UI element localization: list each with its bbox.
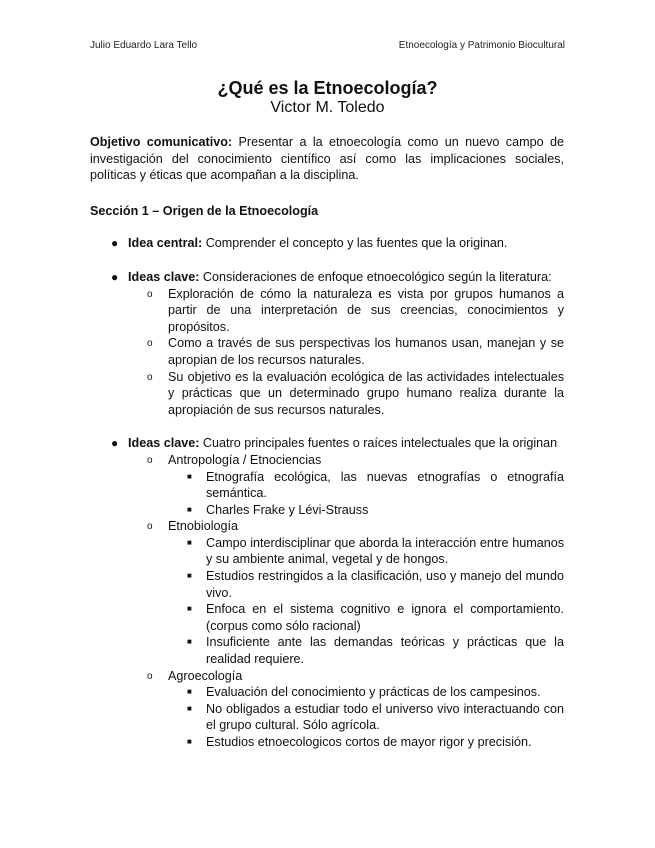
objective-paragraph	[90, 134, 564, 184]
detail-text: Estudios restringidos a la clasificación, uso y manejo del mundo vivo.	[206, 569, 564, 600]
list-item	[168, 601, 564, 634]
circle-bullet-icon: o	[147, 338, 153, 350]
ideas-clave-text: Consideraciones de enfoque etnoecológico según la literatura:	[199, 269, 552, 284]
sources-list	[129, 452, 564, 751]
list-item	[128, 335, 564, 368]
circle-bullet-icon: o	[147, 521, 153, 533]
main-list	[90, 235, 564, 750]
source-details-list	[168, 684, 564, 750]
circle-bullet-icon: o	[147, 454, 153, 466]
consideration-text: Su objetivo es la evaluación ecológica de las actividades intelectuales y prácticas que un determinado grupo humano realiza durante la apropiación de sus recursos naturales.	[168, 369, 564, 417]
circle-bullet-icon: o	[147, 288, 153, 300]
circle-bullet-icon: o	[147, 670, 153, 682]
list-item	[168, 701, 564, 734]
detail-text: Insuficiente ante las demandas teóricas y prácticas que la realidad requiere.	[206, 635, 564, 667]
ideas-clave-label: Ideas clave:	[128, 436, 200, 451]
bullet-icon: ●	[111, 436, 119, 451]
document-title: ¿Qué es la Etnoecología?	[217, 78, 438, 98]
source-name: Antropología / Etnociencias	[168, 452, 322, 467]
detail-text: Campo interdisciplinar que aborda la interacción entre humanos y su ambiente animal, vegetal y de hongos.	[206, 535, 564, 567]
square-bullet-icon: ■	[187, 687, 192, 697]
detail-text: Charles Frake y Lévi-Strauss	[206, 502, 369, 517]
square-bullet-icon: ■	[187, 703, 192, 713]
list-item-ideas-clave-2	[90, 435, 564, 750]
square-bullet-icon: ■	[187, 637, 192, 647]
list-item	[168, 469, 564, 502]
list-item-ideas-clave-1	[90, 269, 564, 418]
list-item	[168, 734, 564, 751]
square-bullet-icon: ■	[187, 737, 192, 746]
detail-text: No obligados a estudiar todo el universo vivo interactuando con el grupo cultural. Sólo agrícola.	[206, 701, 564, 733]
idea-central-text: Comprender el concepto y las fuentes que la originan.	[202, 236, 508, 251]
source-name: Etnobiología	[168, 519, 239, 534]
list-item	[168, 568, 564, 601]
document-body	[90, 134, 564, 768]
objective-label: Objetivo comunicativo:	[90, 135, 233, 149]
square-bullet-icon: ■	[187, 471, 192, 481]
source-details-list	[168, 535, 564, 668]
header-author: Julio Eduardo Lara Tello	[90, 40, 198, 51]
list-item	[168, 535, 564, 568]
list-item	[168, 634, 564, 667]
source-item-etnobiologia	[128, 518, 564, 667]
square-bullet-icon: ■	[187, 537, 192, 547]
list-item	[128, 369, 564, 419]
list-item-idea-central	[90, 235, 564, 252]
detail-text: Enfoca en el sistema cognitivo e ignora el comportamiento. (corpus como sólo racional)	[206, 602, 564, 633]
consideration-text: Como a través de sus perspectivas los humanos usan, manejan y se apropian de los recursos naturales.	[168, 336, 564, 367]
objective-text: Presentar a la etnoecología como un nuevo campo de investigación del conocimiento científico así como las implicaciones sociales, políticas y éticas que acompañan a la disciplina.	[90, 135, 564, 183]
square-bullet-icon: ■	[187, 604, 192, 614]
source-item-antropologia	[128, 452, 564, 518]
consideration-text: Exploración de cómo la naturaleza es vista por grupos humanos a partir de una interpretación de sus creencias, conocimientos y propósitos.	[168, 286, 564, 334]
source-name: Agroecología	[168, 668, 243, 683]
detail-text: Evaluación del conocimiento y prácticas de los campesinos.	[206, 685, 541, 700]
ideas-clave-label: Ideas clave:	[128, 269, 200, 284]
bullet-icon: ●	[111, 236, 119, 251]
list-item	[168, 684, 564, 701]
idea-central-label: Idea central:	[128, 236, 203, 251]
source-details-list	[168, 469, 564, 519]
detail-text: Estudios etnoecologicos cortos de mayor rigor y precisión.	[206, 735, 532, 749]
detail-text: Etnografía ecológica, las nuevas etnografías o etnografía semántica.	[206, 469, 564, 501]
bullet-icon: ●	[111, 269, 119, 284]
considerations-list	[129, 286, 564, 419]
circle-bullet-icon: o	[147, 371, 153, 383]
source-item-agroecologia	[128, 668, 564, 751]
ideas-clave-text: Cuatro principales fuentes o raíces intelectuales que la originan	[199, 436, 558, 451]
list-item	[168, 502, 564, 519]
square-bullet-icon: ■	[187, 504, 192, 514]
list-item	[128, 286, 564, 336]
square-bullet-icon: ■	[187, 571, 192, 581]
header-course: Etnoecología y Patrimonio Biocultural	[398, 40, 565, 51]
document-author: Victor M. Toledo	[270, 99, 385, 116]
section-heading: Sección 1 – Origen de la Etnoecología	[90, 203, 319, 218]
